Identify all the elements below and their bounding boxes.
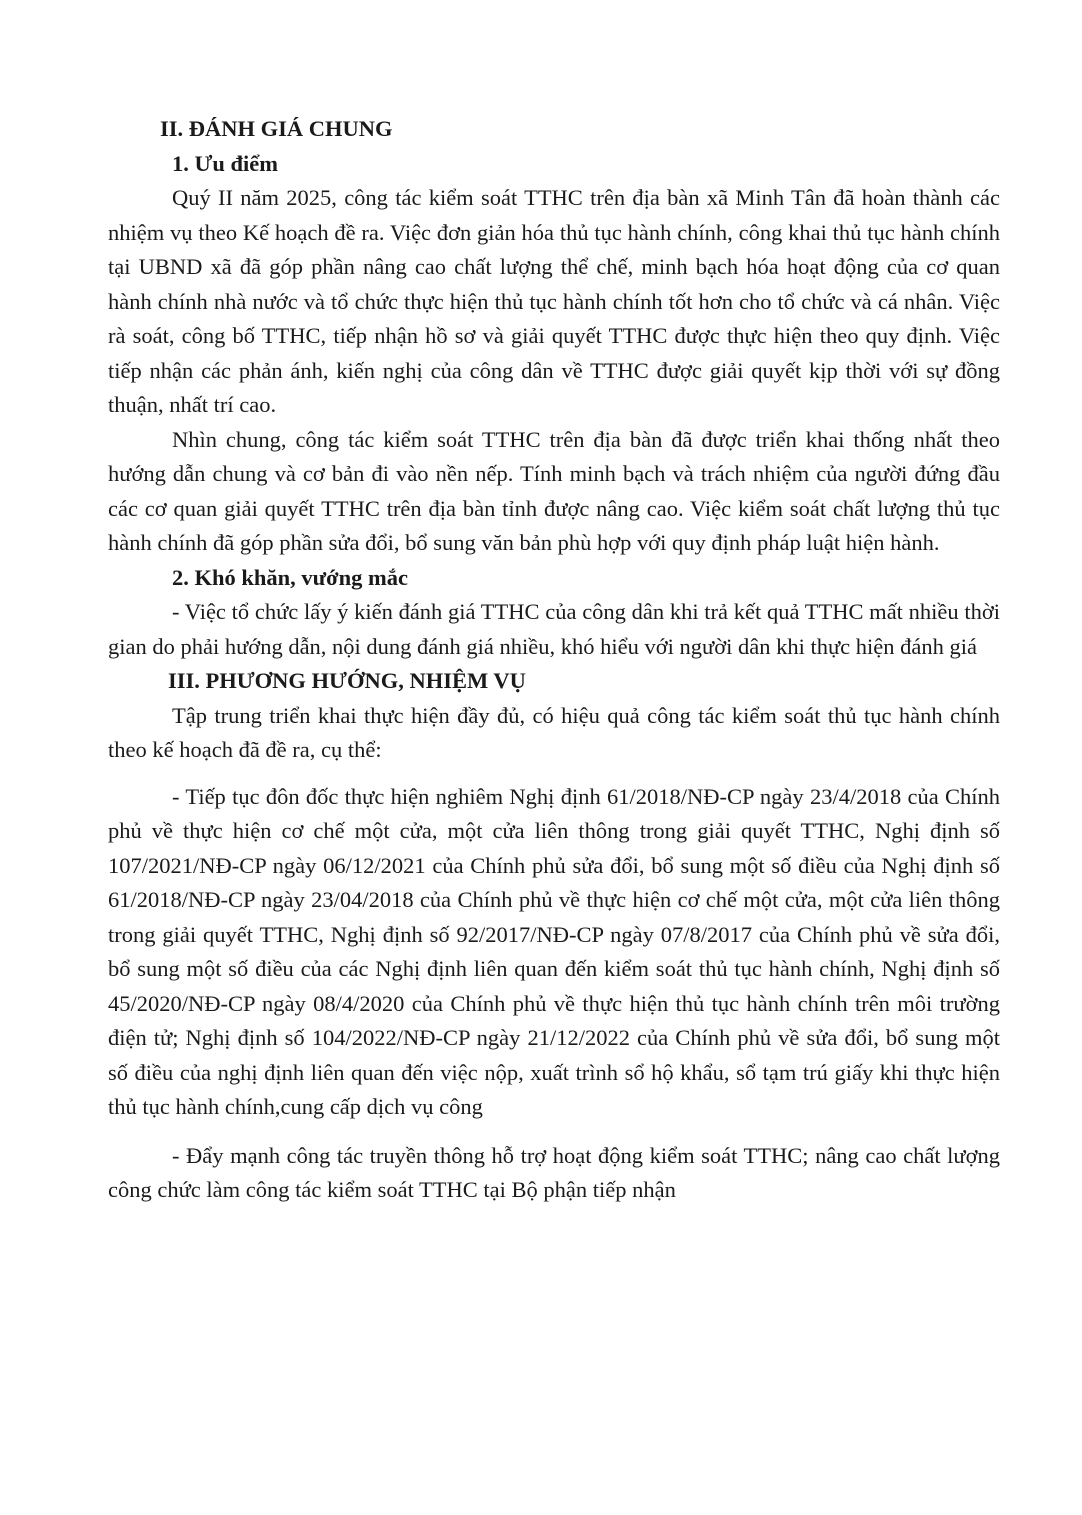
- section-2-heading: II. ĐÁNH GIÁ CHUNG: [160, 116, 393, 141]
- task-item-1: - Tiếp tục đôn đốc thực hiện nghiêm Nghị định 61/2018/NĐ-CP ngày 23/4/2018 của Chính phủ về thực hiện cơ chế một cửa, một cửa liên thông trong giải quyết TTHC, Nghị định số 107/2021/NĐ-CP ngày 06/12/2021 của Chính phủ sửa đổi, bổ sung một số điều của Nghị định số 61/2018/NĐ-CP ngày 23/04/2018 của Chính phủ về thực hiện cơ chế một cửa, một cửa liên thông trong giải quyết TTHC, Nghị định số 92/2017/NĐ-CP ngày 07/8/2017 của Chính phủ về sửa đổi, bổ sung một số điều của các Nghị định liên quan đến kiểm soát thủ tục hành chính, Nghị định số 45/2020/NĐ-CP ngày 08/4/2020 của Chính phủ về thực hiện thủ tục hành chính trên môi trường điện tử; Nghị định số 104/2022/NĐ-CP ngày 21/12/2022 của Chính phủ về sửa đổi, bổ sung một số điều của nghị định liên quan đến việc nộp, xuất trình sổ hộ khẩu, sổ tạm trú giấy khi thực hiện thủ tục hành chính,cung cấp dịch vụ công: [108, 783, 1000, 1119]
- advantages-paragraph-1: Quý II năm 2025, công tác kiểm soát TTHC trên địa bàn xã Minh Tân đã hoàn thành các nhiệm vụ theo Kế hoạch đề ra. Việc đơn giản hóa thủ tục hành chính, công khai thủ tục hành chính tại UBND xã đã góp phần nâng cao chất lượng thể chế, minh bạch hóa hoạt động của cơ quan hành chính nhà nước và tổ chức thực hiện thủ tục hành chính tốt hơn cho tổ chức và cá nhân. Việc rà soát, công bố TTHC, tiếp nhận hồ sơ và giải quyết TTHC được thực hiện theo quy định. Việc tiếp nhận các phản ánh, kiến nghị của công dân về TTHC được giải quyết kịp thời với sự đồng thuận, nhất trí cao.: [108, 185, 1000, 417]
- direction-intro-paragraph: Tập trung triển khai thực hiện đầy đủ, có hiệu quả công tác kiểm soát thủ tục hành chính theo kế hoạch đã đề ra, cụ thể:: [108, 702, 1000, 762]
- subsection-2-heading: 2. Khó khăn, vướng mắc: [172, 564, 409, 590]
- section-3-heading: III. PHƯƠNG HƯỚNG, NHIỆM VỤ: [168, 668, 526, 693]
- advantages-paragraph-2: Nhìn chung, công tác kiểm soát TTHC trên địa bàn đã được triển khai thống nhất theo hướng dẫn chung và cơ bản đi vào nền nếp. Tính minh bạch và trách nhiệm của người đứng đầu các cơ quan giải quyết TTHC trên địa bàn tỉnh được nâng cao. Việc kiểm soát chất lượng thủ tục hành chính đã góp phần sửa đổi, bổ sung văn bản phù hợp với quy định pháp luật hiện hành.: [108, 426, 1000, 555]
- document-body: [108, 112, 1000, 1208]
- difficulties-paragraph: - Việc tổ chức lấy ý kiến đánh giá TTHC của công dân khi trả kết quả TTHC mất nhiều thời gian do phải hướng dẫn, nội dung đánh giá nhiều, khó hiểu với người dân khi thực hiện đánh giá: [108, 599, 1000, 659]
- subsection-1-heading: 1. Ưu điểm: [172, 150, 279, 176]
- task-item-2: - Đẩy mạnh công tác truyền thông hỗ trợ hoạt động kiểm soát TTHC; nâng cao chất lượng công chức làm công tác kiểm soát TTHC tại Bộ phận tiếp nhận: [108, 1142, 1000, 1202]
